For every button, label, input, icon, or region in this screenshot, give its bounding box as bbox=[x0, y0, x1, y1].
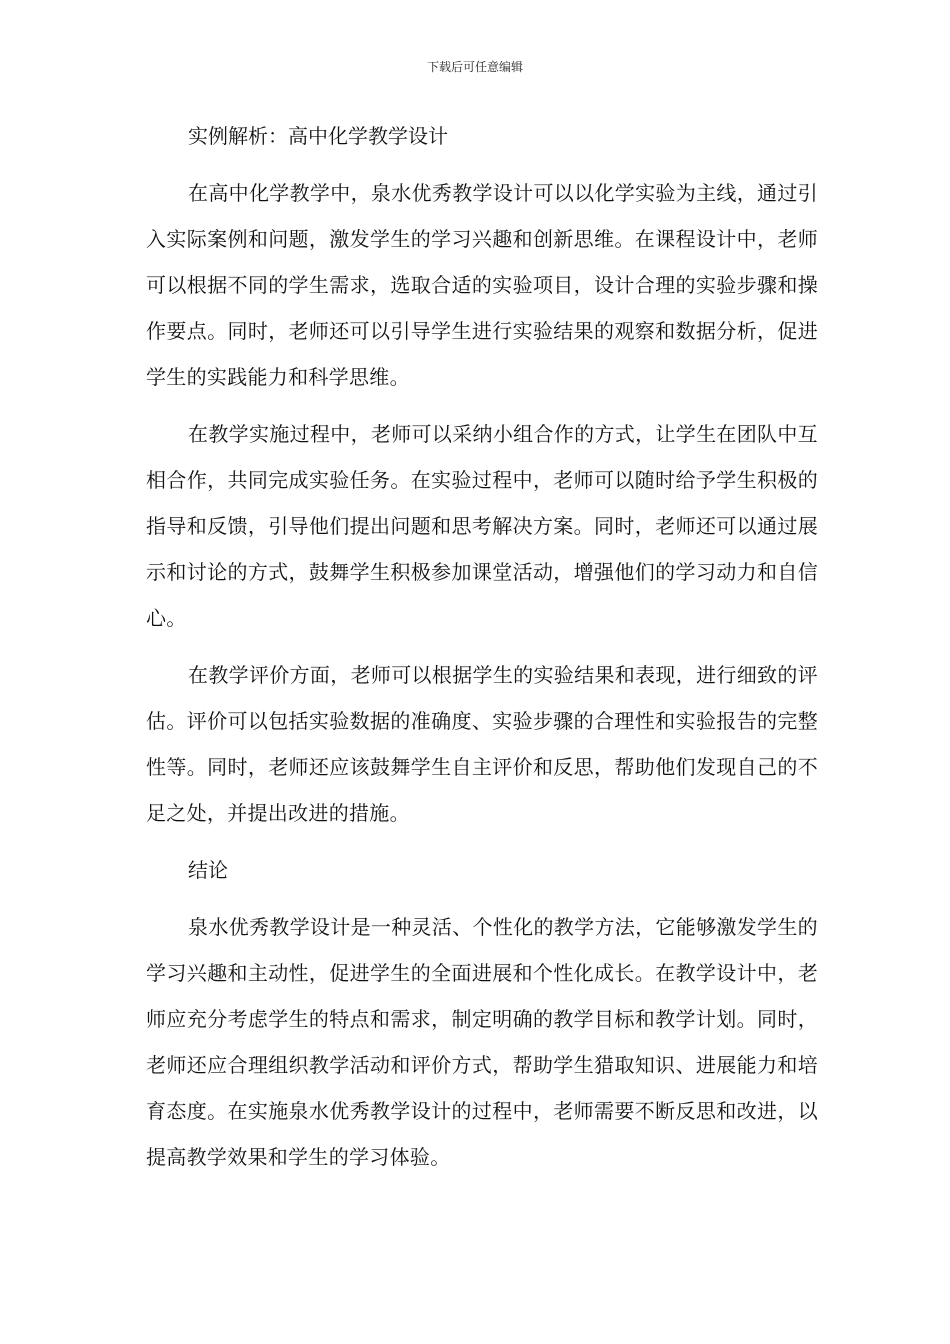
section-title: 实例解析：高中化学教学设计 bbox=[188, 124, 448, 148]
document-body bbox=[146, 113, 818, 1191]
paragraph: 在教学评价方面，老师可以根据学生的实验结果和表现，进行细致的评估。评价可以包括实验数据的准确度、实验步骤的合理性和实验报告的完整性等。同时，老师还应该鼓舞学生自主评价和反思，帮助他们发现自己的不足之处，并提出改进的措施。 bbox=[146, 663, 818, 825]
conclusion-paragraph: 泉水优秀教学设计是一种灵活、个性化的教学方法，它能够激发学生的学习兴趣和主动性，促进学生的全面进展和个性化成长。在教学设计中，老师应充分考虑学生的特点和需求，制定明确的教学目标和教学计划。同时，老师还应合理组织教学活动和评价方式，帮助学生猎取知识、进展能力和培育态度。在实施泉水优秀教学设计的过程中，老师需要不断反思和改进，以提高教学效果和学生的学习体验。 bbox=[146, 915, 818, 1169]
conclusion-title: 结论 bbox=[188, 858, 228, 882]
page-header: 下载后可任意编辑 bbox=[426, 60, 523, 74]
paragraph: 在教学实施过程中，老师可以采纳小组合作的方式，让学生在团队中互相合作，共同完成实验任务。在实验过程中，老师可以随时给予学生积极的指导和反馈，引导他们提出问题和思考解决方案。同时，老师还可以通过展示和讨论的方式，鼓舞学生积极参加课堂活动，增强他们的学习动力和自信心。 bbox=[146, 422, 818, 630]
paragraph: 在高中化学教学中，泉水优秀教学设计可以以化学实验为主线，通过引入实际案例和问题，激发学生的学习兴趣和创新思维。在课程设计中，老师可以根据不同的学生需求，选取合适的实验项目，设计合理的实验步骤和操作要点。同时，老师还可以引导学生进行实验结果的观察和数据分析，促进学生的实践能力和科学思维。 bbox=[146, 181, 818, 389]
